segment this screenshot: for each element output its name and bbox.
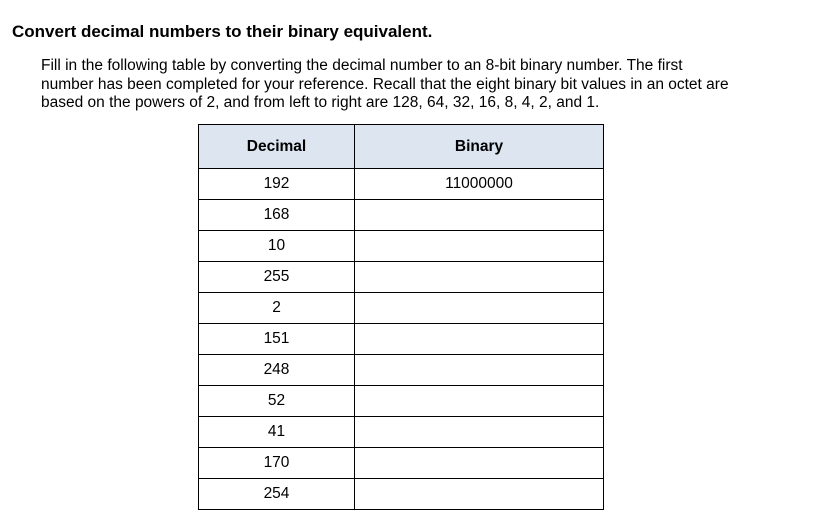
decimal-value-cell: 41	[199, 417, 355, 448]
instructions-line: number has been completed for your reference. Recall that the eight binary bit values in an octet are	[41, 75, 729, 93]
page-heading: Convert decimal numbers to their binary equivalent.	[12, 22, 433, 41]
binary-answer-cell[interactable]	[355, 200, 604, 231]
binary-answer-cell[interactable]	[355, 479, 604, 510]
binary-answer-cell[interactable]	[355, 448, 604, 479]
binary-answer-cell[interactable]	[355, 417, 604, 448]
binary-answer-cell[interactable]	[355, 293, 604, 324]
decimal-value-cell: 151	[199, 324, 355, 355]
decimal-value-cell: 168	[199, 200, 355, 231]
table-row	[199, 448, 604, 479]
decimal-column-header: Decimal	[199, 125, 355, 169]
binary-answer-cell[interactable]	[355, 386, 604, 417]
decimal-value-cell: 10	[199, 231, 355, 262]
table-row	[199, 200, 604, 231]
binary-answer-cell[interactable]	[355, 355, 604, 386]
decimal-value-cell: 254	[199, 479, 355, 510]
table-row	[199, 293, 604, 324]
binary-column-header: Binary	[355, 125, 604, 169]
table-body	[199, 169, 604, 510]
decimal-value-cell: 52	[199, 386, 355, 417]
table-header-row	[199, 125, 604, 169]
table-row	[199, 355, 604, 386]
binary-answer-cell[interactable]	[355, 262, 604, 293]
table-row	[199, 324, 604, 355]
decimal-value-cell: 2	[199, 293, 355, 324]
instructions-line: based on the powers of 2, and from left to right are 128, 64, 32, 16, 8, 4, 2, and 1.	[41, 94, 600, 111]
table-row	[199, 169, 604, 200]
table-row	[199, 262, 604, 293]
decimal-value-cell: 170	[199, 448, 355, 479]
binary-answer-cell[interactable]	[355, 231, 604, 262]
conversion-table	[198, 124, 604, 510]
binary-answer-cell[interactable]: 11000000	[355, 169, 604, 200]
binary-answer-cell[interactable]	[355, 324, 604, 355]
table-row	[199, 479, 604, 510]
table-row	[199, 417, 604, 448]
table-row	[199, 231, 604, 262]
instructions-line: Fill in the following table by converting the decimal number to an 8-bit binary number. The first	[41, 57, 683, 74]
decimal-value-cell: 255	[199, 262, 355, 293]
instructions-paragraph	[41, 57, 811, 113]
decimal-value-cell: 248	[199, 355, 355, 386]
decimal-value-cell: 192	[199, 169, 355, 200]
table-row	[199, 386, 604, 417]
